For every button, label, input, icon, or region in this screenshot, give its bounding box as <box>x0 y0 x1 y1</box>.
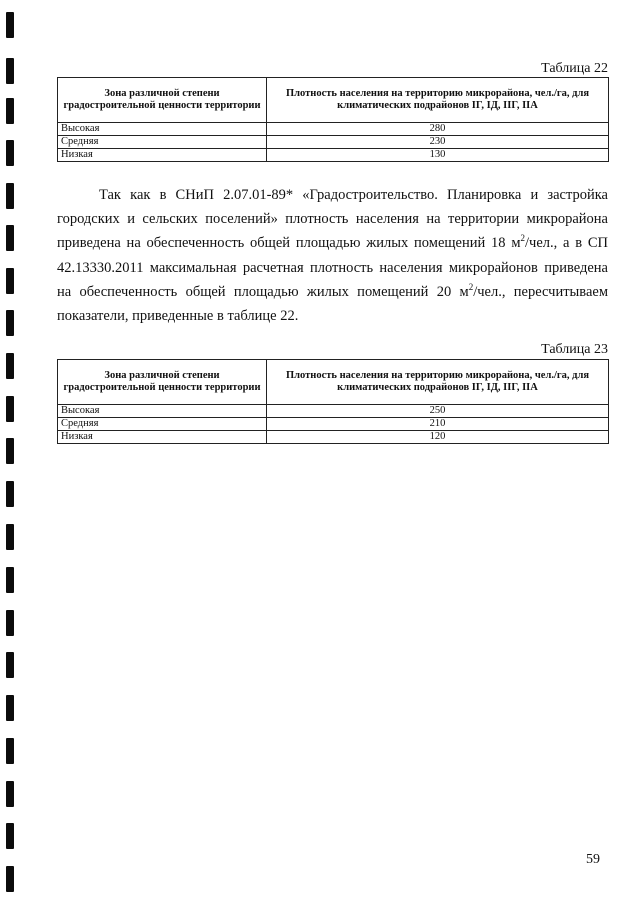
table-row <box>58 136 609 149</box>
zone-cell: Высокая <box>58 405 267 418</box>
column-header-density: Плотность населения на территорию микрорайона, чел./га, для климатических подрайонов IГ, IД, IIГ, IIА <box>267 360 609 405</box>
paragraph-text-part2: /чел., а в СП 42.13330.2011 максимальная расчетная плотность населения микрорайонов приведена на обеспеченность общей площадью жилых помещений 20 м <box>57 235 608 300</box>
column-header-density: Плотность населения на территорию микрорайона, чел./га, для климатических подрайонов IГ, IД, IIГ, IIА <box>267 78 609 123</box>
table-header-row <box>58 360 609 405</box>
page-number: 59 <box>586 852 600 867</box>
table-row <box>58 431 609 444</box>
table-row <box>58 123 609 136</box>
table-22-caption: Таблица 22 <box>541 61 608 76</box>
table-23-caption: Таблица 23 <box>541 342 608 357</box>
density-cell: 120 <box>267 431 609 444</box>
superscript: 2 <box>468 281 474 292</box>
density-cell: 130 <box>267 149 609 162</box>
table-22 <box>57 77 609 162</box>
table-row <box>58 149 609 162</box>
density-cell: 250 <box>267 405 609 418</box>
column-header-zone: Зона различной степени градостроительной ценности территории <box>58 360 267 405</box>
density-cell: 230 <box>267 136 609 149</box>
column-header-zone: Зона различной степени градостроительной ценности территории <box>58 78 267 123</box>
zone-cell: Средняя <box>58 136 267 149</box>
table-row <box>58 418 609 431</box>
zone-cell: Высокая <box>58 123 267 136</box>
zone-cell: Низкая <box>58 149 267 162</box>
paragraph-text-part1: Так как в СНиП 2.07.01-89* «Градостроительство. Планировка и застройка городских и сельских поселений» плотность населения на территории микрорайона приведена на обеспеченность общей площадью жилых помещений 18 м <box>57 187 608 252</box>
density-cell: 210 <box>267 418 609 431</box>
density-cell: 280 <box>267 123 609 136</box>
binding-holes <box>0 0 20 905</box>
body-paragraph <box>57 183 608 328</box>
zone-cell: Средняя <box>58 418 267 431</box>
zone-cell: Низкая <box>58 431 267 444</box>
superscript: 2 <box>520 233 525 244</box>
table-row <box>58 405 609 418</box>
paragraph-text-part3: /чел., пересчитываем показатели, приведенные в таблице 22. <box>57 283 608 325</box>
table-header-row <box>58 78 609 123</box>
table-23 <box>57 359 609 444</box>
